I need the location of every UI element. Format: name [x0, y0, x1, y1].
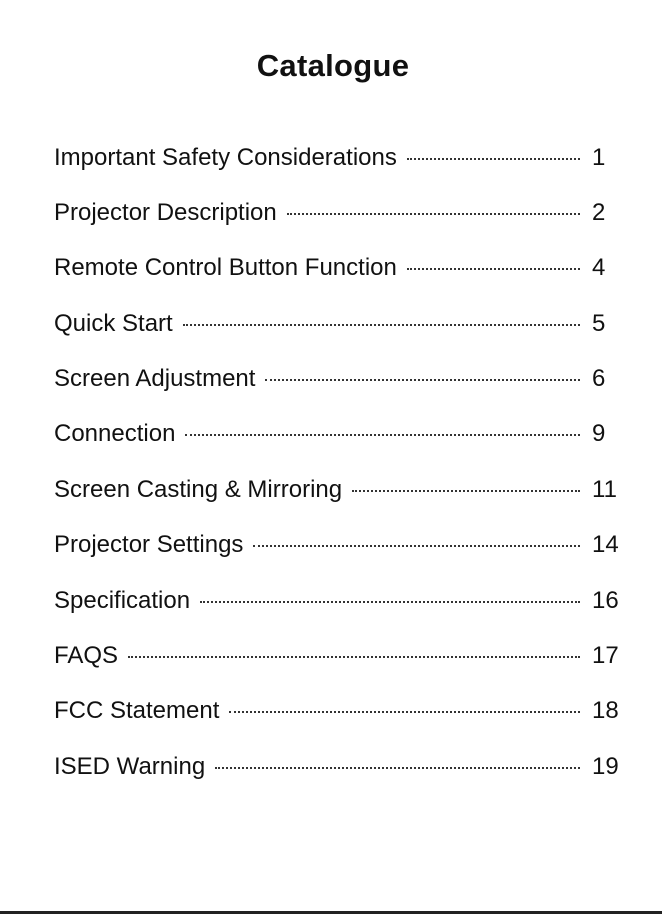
dot-leader: [128, 656, 580, 658]
toc-entry-page-number: 5: [592, 310, 606, 337]
toc-entry-page-number: 18: [592, 697, 619, 724]
toc-entry[interactable]: [54, 359, 622, 393]
dot-leader: [183, 324, 580, 326]
toc-entry-label: Screen Casting & Mirroring: [54, 476, 343, 503]
toc-entry-page-number: 4: [592, 254, 606, 281]
dot-leader: [407, 268, 580, 270]
toc-entry-label: Remote Control Button Function: [54, 254, 397, 281]
toc-entry-label: Connection: [54, 420, 176, 447]
toc-entry[interactable]: [54, 636, 622, 670]
toc-entry[interactable]: [54, 248, 622, 282]
toc-entry-label: Specification: [54, 587, 191, 614]
toc-entry-label: Projector Description: [54, 199, 277, 226]
toc-entry-label: FCC Statement: [54, 697, 220, 724]
toc-entry[interactable]: [54, 747, 622, 781]
toc-entry-page-number: 19: [592, 753, 619, 780]
toc-entry-label: Projector Settings: [54, 531, 244, 558]
dot-leader: [407, 158, 580, 160]
toc-entry-page-number: 6: [592, 365, 606, 392]
dot-leader: [265, 379, 580, 381]
dot-leader: [200, 601, 580, 603]
toc-entry[interactable]: [54, 470, 622, 504]
toc-entry-page-number: 11: [592, 476, 617, 503]
toc-entry-label: Quick Start: [54, 310, 173, 337]
toc-entry[interactable]: [54, 304, 622, 338]
dot-leader: [253, 545, 580, 547]
toc-entry-page-number: 9: [592, 420, 606, 447]
page-title: Catalogue: [256, 48, 410, 83]
toc-entry[interactable]: [54, 525, 622, 559]
toc-entry[interactable]: [54, 193, 622, 227]
toc-entry-page-number: 2: [592, 199, 606, 226]
dot-leader: [352, 490, 580, 492]
toc-entry-label: ISED Warning: [54, 753, 206, 780]
dot-leader: [215, 767, 580, 769]
toc-entry[interactable]: [54, 691, 622, 725]
toc-entry-page-number: 1: [592, 144, 606, 171]
toc-entry[interactable]: [54, 581, 622, 615]
dot-leader: [229, 711, 580, 713]
dot-leader: [185, 434, 580, 436]
dot-leader: [287, 213, 580, 215]
toc-entry-page-number: 14: [592, 531, 619, 558]
toc-entry-label: FAQS: [54, 642, 119, 669]
toc-entry-page-number: 17: [592, 642, 619, 669]
toc-entry-page-number: 16: [592, 587, 619, 614]
toc-entry[interactable]: [54, 138, 622, 172]
toc-entry-label: Important Safety Considerations: [54, 144, 397, 171]
toc-entry[interactable]: [54, 414, 622, 448]
toc-entry-label: Screen Adjustment: [54, 365, 256, 392]
